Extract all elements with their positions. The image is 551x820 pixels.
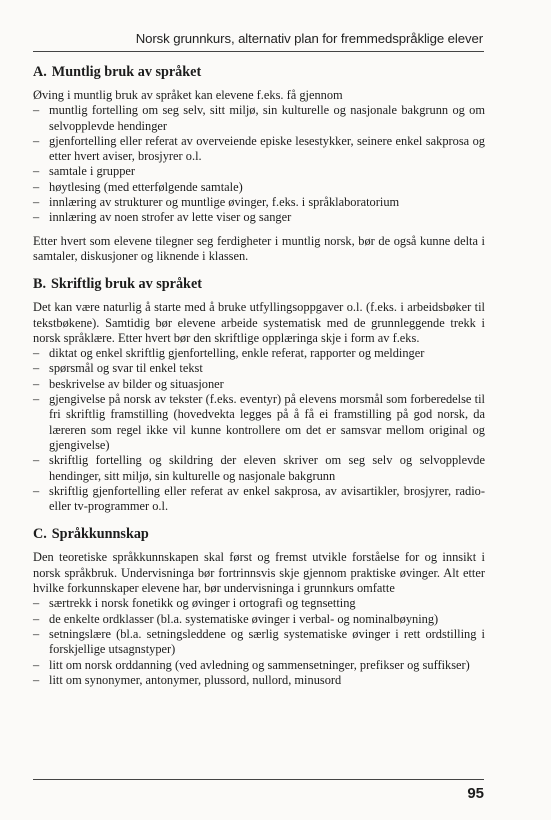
section-c-intro: Den teoretiske språkkunnskapen skal først og fremst utvikle forståelse for og innsikt i norsk språkbruk. Undervisninga bør fortrinnsvis skje gjennom praktiske øvinger. Alt etter hvilke forkunnskaper elevene har, bør undervisninga i grunnkurs omfatte <box>33 550 485 596</box>
list-item: – innlæring av strukturer og muntlige øvinger, f.eks. i språklaboratorium <box>33 195 485 210</box>
section-c-title: Språkkunnskap <box>51 526 149 543</box>
section-b-heading <box>33 275 485 294</box>
list-item: – skriftlig gjenfortelling eller referat av enkel sakprosa, av avisartikler, brosjyrer, radio- eller tv-programmer o.l. <box>33 484 485 515</box>
section-c-list <box>33 596 485 688</box>
list-item: – beskrivelse av bilder og situasjoner <box>33 377 485 392</box>
section-a-intro: Øving i muntlig bruk av språket kan elevene f.eks. få gjennom <box>33 88 343 102</box>
section-a <box>33 63 485 264</box>
list-item: – særtrekk i norsk fonetikk og øvinger i ortografi og tegnsetting <box>33 596 485 611</box>
list-item: – setningslære (bl.a. setningsleddene og særlig systematiske øvinger i rett ordstilling i forskjellige utsagnstyper) <box>33 627 485 658</box>
running-header: Norsk grunnkurs, alternativ plan for fremmedspråklige elever <box>135 31 483 46</box>
spacer <box>33 514 485 525</box>
page-number: 95 <box>467 785 484 802</box>
section-a-heading <box>33 63 485 82</box>
list-item: – gjengivelse på norsk av tekster (f.eks. eventyr) på elevens morsmål som forberedelse til fri skriftlig framstilling (hovedvekta legges på å få ei framstilling på god norsk, da læreren som regel ikke vil kunne kontrollere om det er samsvar mellom original og gjengivelse) <box>33 392 485 453</box>
section-b-title: Skriftlig bruk av språket <box>51 276 202 293</box>
spacer <box>33 226 485 234</box>
section-c-letter: C. <box>33 526 47 543</box>
list-item: – litt om norsk orddanning (ved avledning og sammensetninger, prefikser og suffikser) <box>33 658 485 673</box>
section-a-title: Muntlig bruk av språket <box>51 64 202 80</box>
section-a-list <box>33 103 485 225</box>
section-c <box>33 525 485 688</box>
header-divider <box>33 51 484 52</box>
list-item: – spørsmål og svar til enkel tekst <box>33 361 485 376</box>
list-item: – gjenfortelling eller referat av overveiende episke lesestykker, seinere enkel sakprosa og etter hvert aviser, brosjyrer o.l. <box>33 134 485 165</box>
list-item: – diktat og enkel skriftlig gjenfortelling, enkle referat, rapporter og meldinger <box>33 346 485 361</box>
list-item: – skriftlig fortelling og skildring der eleven skriver om seg selv og selvopplevde hendinger, sitt miljø, sin kulturelle og nasjonale bakgrunn <box>33 453 485 484</box>
list-item: – innlæring av noen strofer av lette viser og sanger <box>33 210 485 225</box>
section-a-closing: Etter hvert som elevene tilegner seg ferdigheter i muntlig norsk, bør de også kunne delta i samtaler, diskusjoner og liknende i klassen. <box>33 233 485 263</box>
list-item: – muntlig fortelling om seg selv, sitt miljø, sin kulturelle og nasjonale bakgrunn og om selvopplevde hendinger <box>33 103 485 134</box>
list-item: – de enkelte ordklasser (bl.a. systematiske øvinger i verbal- og nominalbøyning) <box>33 612 485 627</box>
footer-divider <box>33 779 484 780</box>
section-c-heading <box>33 525 485 544</box>
section-b-intro: Det kan være naturlig å starte med å bruke utfyllingsoppgaver o.l. (f.eks. i arbeidsbøker til tekstbøkene). Samtidig bør elevene arbeide systematisk med de grunnleggende trekk i norsk språklære. Etter hvert bør den skriftlige opplæringa skje i form av f.eks. <box>33 300 485 345</box>
spacer <box>33 264 485 275</box>
page-body <box>33 63 485 688</box>
list-item: – høytlesing (med etterfølgende samtale) <box>33 180 485 195</box>
section-b-list <box>33 346 485 514</box>
section-a-letter: A. <box>33 64 47 80</box>
list-item: – litt om synonymer, antonymer, plussord, nullord, minusord <box>33 673 485 688</box>
section-b <box>33 275 485 514</box>
section-b-letter: B. <box>33 276 47 293</box>
list-item: – samtale i grupper <box>33 164 485 179</box>
